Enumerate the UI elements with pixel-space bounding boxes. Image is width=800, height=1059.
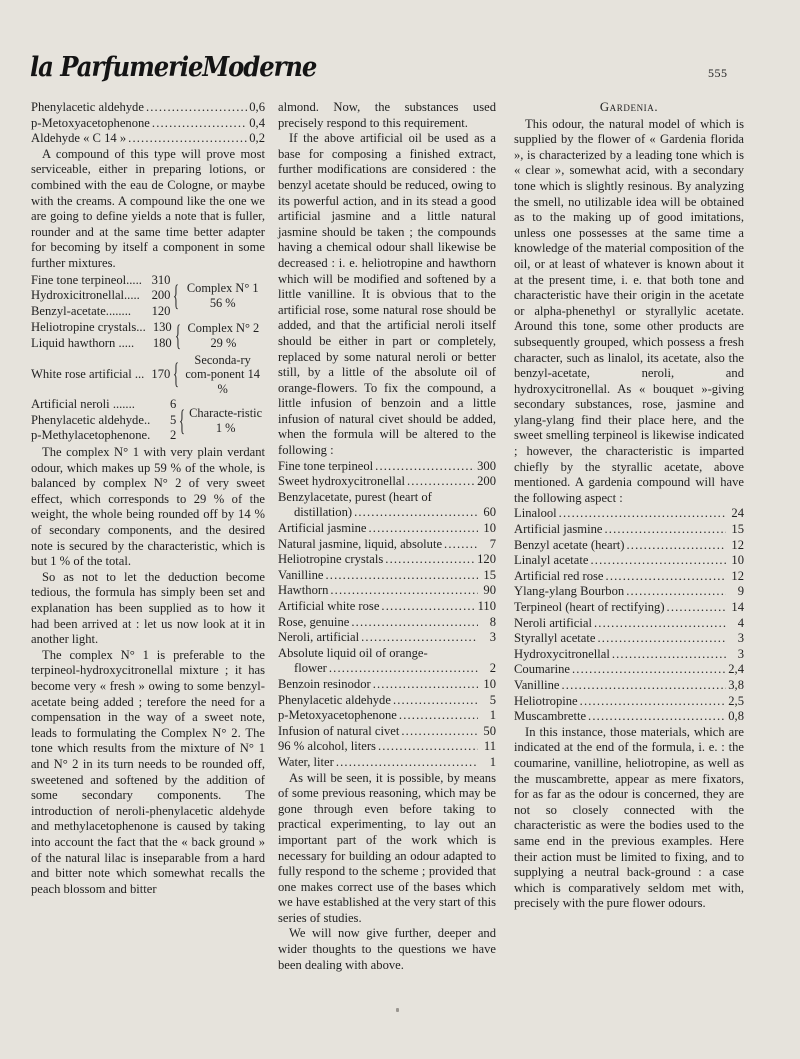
- ingredient-amount: 110: [477, 599, 496, 613]
- paragraph: So as not to let the deduction become tedious, the formula has simply been set and explanation has been supplied as to how it had been arrived at : let us now look at it in another light.: [31, 569, 265, 647]
- ingredient-name: Water, liter: [278, 754, 334, 769]
- leader-dots: [597, 631, 726, 647]
- brace-icon: {: [174, 318, 181, 352]
- group-label: Characte-ristic 1 %: [189, 406, 263, 435]
- leader-dots: [146, 100, 247, 116]
- brace-icon: {: [173, 278, 180, 312]
- leader-dots: [354, 505, 478, 521]
- ingredient-amount: 0,6: [249, 100, 265, 114]
- ingredient-name: p-Metoxyacetophenone: [31, 115, 150, 130]
- ingredient-amount: 3: [737, 646, 744, 661]
- brace-icon: {: [173, 357, 180, 391]
- formula-row: [278, 474, 496, 490]
- formula-row: [514, 600, 744, 616]
- leader-dots: [368, 521, 478, 537]
- formula-row: [278, 583, 496, 599]
- ingredient-name: Hydroxicitronellal.....: [31, 288, 140, 303]
- paragraph: In this instance, those materials, which are indicated at the end of the formula, i. e. : the coumarine, vanilline, heliotropine, as well as the muscambrette, appear as mere fixators, for as far as the odour is concerned, they are not so closely connected with the characteristic as were the bodies used to the same end in the previous examples. Here their action must be limited to fixing, and to supplying a neutral back-ground : a case which is comparatively seldom met with, precisely with the pure flower odours.: [514, 724, 744, 911]
- ingredient-amount: 2: [489, 661, 496, 676]
- ingredient-amount: 24: [731, 506, 744, 521]
- ingredient-name: Benzoin resinodor: [278, 676, 371, 691]
- ingredient-amount: 12: [731, 568, 744, 583]
- formula-row: [278, 521, 496, 537]
- ingredient-amount: 10: [483, 521, 496, 536]
- ingredient-name: Liquid hawthorn .....: [31, 335, 135, 350]
- leader-dots: [399, 708, 478, 724]
- formula-row: [278, 677, 496, 693]
- ingredient-name: Linalyl acetate: [514, 553, 589, 568]
- formula-row: [278, 630, 496, 646]
- formula-row: [278, 661, 496, 677]
- formula-row: [31, 116, 265, 132]
- ingredient-amount: 1: [489, 754, 496, 769]
- formula-row: [278, 568, 496, 584]
- group-label: Seconda-ry com-ponent 14 %: [185, 352, 260, 396]
- ingredient-amount: 15: [731, 522, 744, 537]
- ingredient-amount: 180: [152, 335, 172, 350]
- ingredient-name: Artificial jasmine: [278, 521, 367, 536]
- paragraph: almond. Now, the substances used precisely respond to this requirement.: [278, 100, 496, 130]
- leader-dots: [572, 662, 726, 678]
- ingredient-name: Heliotropine crystals: [278, 552, 384, 567]
- masthead-logo: la ParfumerieModerne: [30, 52, 317, 83]
- ingredient-name: Phenylacetic aldehyde..: [31, 412, 151, 427]
- leader-dots: [559, 506, 726, 522]
- formula-row: [31, 131, 265, 147]
- formula-row: [278, 724, 496, 740]
- ingredient-amount: 130: [152, 320, 172, 335]
- ingredient-name: Absolute liquid oil of orange-: [278, 645, 428, 660]
- ingredient-name: Hawthorn: [278, 583, 329, 598]
- paragraph: We will now give further, deeper and wider thoughts to the questions we have been dealing with above.: [278, 926, 496, 972]
- ingredient-name: Artificial white rose: [278, 599, 380, 613]
- ingredient-amount: 90: [483, 583, 496, 598]
- ingredient-name: Heliotropine: [514, 693, 578, 708]
- formula-row: [278, 552, 496, 568]
- ingredient-amount: 200: [477, 474, 496, 489]
- ingredient-name: Hydroxycitronellal: [514, 646, 610, 661]
- formula-row: [278, 599, 496, 615]
- formula-row: [514, 553, 744, 569]
- leader-dots: [361, 630, 478, 646]
- ingredient-amount: 50: [483, 723, 496, 738]
- gardenia-formula: [514, 506, 744, 724]
- ingredient-amount: 1: [489, 708, 496, 723]
- leader-dots: [128, 131, 247, 147]
- leader-dots: [378, 739, 478, 755]
- ingredient-name: Aldehyde « C 14 »: [31, 131, 127, 146]
- formula-row: [278, 755, 496, 771]
- leader-dots: [330, 583, 478, 599]
- leader-dots: [325, 568, 478, 584]
- column-3: [514, 100, 744, 912]
- ingredient-name: Coumarine: [514, 662, 570, 677]
- ingredient-name: flower: [294, 661, 327, 676]
- ingredient-name: Phenylacetic aldehyde: [278, 692, 391, 707]
- ingredient-name: Artificial red rose: [514, 568, 604, 583]
- section-heading: Gardenia.: [599, 100, 659, 114]
- formula-row: [278, 708, 496, 724]
- paragraph: The complex N° 1 is preferable to the terpineol-hydroxycitronellal mixture ; it has become very « fresh » owing to some benzyl-acetate being added ; terefore the need for a compensation in the way of a sweet note, leads to formulating the Complex N° 2. The tone which results from the mixture of N° 1 and N° 2 in its turn needs to be rounded off, sweetened and softened by the addition of some secondary components. The introduction of neroli-phenylacetic aldehyde and methylacetophenone is caused by taking into account the fact that the « back ground » of the natural lilac is inseparable from a hard and bitter note which somewhat recalls the peach blossom and bitter: [31, 647, 265, 896]
- ingredient-name: Neroli, artificial: [278, 630, 360, 645]
- ingredient-amount: 2,5: [728, 693, 744, 708]
- paragraph: The complex N° 1 with very plain verdant odour, which makes up 59 % of the whole, is balanced by complex N° 2 of very sweet effect, which corresponds to 29 % of the weight, the whole being rounded off by 14 % of secondary components, and the desired note is secured by the characteristic, which is but 1 % of the total.: [31, 445, 265, 569]
- formula-row: [514, 631, 744, 647]
- formula-row: [278, 459, 496, 475]
- leader-dots: [351, 615, 478, 631]
- ingredient-amount: 200: [151, 288, 171, 303]
- column-1: [31, 100, 265, 897]
- brace-icon: {: [179, 403, 186, 437]
- paragraph: As will be seen, it is possible, by means of some previous reasoning, which may be gone through even before taking to practical experimenting, to lay out an important part of the work which is necessary for building an odour adapted to fully respond to the scheme ; provided that one makes correct use of the bases which we have established at the very start of this series of studies.: [278, 770, 496, 925]
- ingredient-name: Natural jasmine, liquid, absolute: [278, 536, 443, 551]
- formula-group-secondary: [31, 353, 265, 397]
- formula-row: [514, 709, 744, 725]
- leader-dots: [444, 537, 478, 553]
- formula-row: [278, 615, 496, 631]
- leader-dots: [606, 569, 726, 585]
- ingredient-amount: 10: [483, 676, 496, 691]
- leader-dots: [373, 677, 478, 693]
- paragraph: A compound of this type will prove most serviceable, either in preparing lotions, or combined with the eau de Cologne, or maybe with the creams. A compound like the one we are going to define yields a note that is fuller, rounder and at the same time better adapter for becoming by itself a component in some further mixtures.: [31, 146, 265, 270]
- ingredient-name: Fine tone terpineol.....: [31, 272, 142, 287]
- ingredient-name: Vanilline: [514, 677, 560, 692]
- ingredient-name: Heliotropine crystals...: [31, 320, 146, 335]
- ingredient-name: 96 % alcohol, liters: [278, 739, 376, 754]
- ingredient-amount: 3: [489, 630, 496, 645]
- ingredient-amount: 11: [483, 739, 496, 754]
- paragraph: This odour, the natural model of which is supplied by the flower of « Gardenia florida », is characterized by a leading tone which is « clear », somewhat acid, with a secondary tone which is slightly resinous. By analyzing the smell, no utilizable idea will be obtained as to the making up of good imitations, unless one possesses at the same time a knowledge of the material composition of the oil, or at least of whatever is known about it at the present time, i. e. that both tone and characteristic have their origin in the acetate or alpha-phenethyl or styrallylic acetate. Around this tone, some other products are subsequently grouped, which possess a fresh character, such as linalol, its acetate, also the benzyl-acetate, neroli, and hydroxycitronellal. As « bouquet »-giving secondary substances, rose, jasmine and ylang-ylang find their place here, and the sweet smelling terpineol is likewise indicated ; however, the characteristic is imparted chiefly by the styrallic acetate, above mentioned. A gardenia compound will have the following aspect :: [514, 116, 744, 505]
- formula-row: [514, 694, 744, 710]
- ingredient-amount: 170: [151, 366, 171, 381]
- finished-extract-formula: [278, 459, 496, 771]
- ingredient-name: Fine tone terpineol: [278, 458, 374, 473]
- leader-dots: [594, 616, 726, 632]
- ingredient-name: distillation): [294, 505, 353, 520]
- formula-row: [278, 537, 496, 553]
- leader-dots: [385, 552, 475, 568]
- leader-dots: [329, 661, 478, 677]
- page-speck: [396, 1008, 399, 1012]
- ingredient-name: Benzyl-acetate........: [31, 303, 131, 318]
- ingredient-amount: 12: [731, 537, 744, 552]
- formula-group-characteristic: [31, 397, 265, 444]
- ingredient-name: Artificial neroli .......: [31, 397, 135, 412]
- group-label: Complex N° 2 29 %: [187, 321, 260, 350]
- formula-row: [514, 647, 744, 663]
- ingredient-name: Artificial jasmine: [514, 522, 603, 537]
- ingredient-amount: 5: [489, 692, 496, 707]
- ingredient-name: Sweet hydroxycitronellal: [278, 474, 405, 489]
- ingredient-amount: 15: [483, 567, 496, 582]
- ingredient-amount: 3,8: [728, 677, 744, 692]
- ingredient-name: Ylang-ylang Bourbon: [514, 584, 625, 599]
- ingredient-amount: 9: [737, 584, 744, 599]
- leader-dots: [626, 584, 726, 600]
- ingredient-amount: 60: [483, 505, 496, 520]
- leader-dots: [381, 599, 475, 615]
- ingredient-amount: 120: [151, 303, 171, 318]
- leader-dots: [604, 522, 726, 538]
- ingredient-amount: 10: [731, 553, 744, 568]
- formula-row: [514, 569, 744, 585]
- ingredient-amount: 6: [169, 397, 177, 412]
- formula-row: [514, 584, 744, 600]
- ingredient-name: Benzylacetate, purest (heart of: [278, 489, 432, 504]
- leader-dots: [393, 693, 478, 709]
- ingredient-name: p-Metoxyacetophenone: [278, 708, 397, 723]
- formula-row: [31, 100, 265, 116]
- ingredient-amount: 3: [737, 631, 744, 646]
- ingredient-amount: 0,2: [249, 131, 265, 146]
- formula-row: [514, 522, 744, 538]
- leader-dots: [580, 694, 726, 710]
- ingredient-amount: 4: [737, 615, 744, 630]
- formula-row: [514, 538, 744, 554]
- formula-row: [514, 678, 744, 694]
- ingredient-name: p-Methylacetophenone.: [31, 428, 151, 443]
- ingredient-name: Styrallyl acetate: [514, 631, 596, 646]
- ingredient-amount: 120: [477, 552, 496, 567]
- ingredient-name: Muscambrette: [514, 709, 587, 724]
- formula-row: [278, 693, 496, 709]
- leader-dots: [626, 538, 726, 554]
- ingredient-name: Vanilline: [278, 567, 324, 582]
- formula-row: [514, 662, 744, 678]
- leader-dots: [375, 459, 475, 475]
- top-formula: [31, 100, 265, 147]
- leader-dots: [590, 553, 726, 569]
- formula-row: [278, 739, 496, 755]
- ingredient-amount: 2: [169, 428, 177, 443]
- leader-dots: [588, 709, 726, 725]
- group-label: Complex N° 1 56 %: [186, 281, 259, 310]
- ingredient-name: Linalool: [514, 506, 557, 521]
- ingredient-amount: 0,8: [728, 709, 744, 724]
- leader-dots: [667, 600, 726, 616]
- ingredient-name: Rose, genuine: [278, 614, 350, 629]
- ingredient-name: Infusion of natural civet: [278, 723, 400, 738]
- leader-dots: [612, 647, 726, 663]
- leader-dots: [336, 755, 478, 771]
- formula-row: [278, 505, 496, 521]
- formula-row: [278, 646, 496, 662]
- ingredient-name: White rose artificial ...: [31, 366, 145, 381]
- ingredient-amount: 7: [489, 536, 496, 551]
- ingredient-amount: 310: [151, 272, 171, 287]
- formula-row: [514, 506, 744, 522]
- formula-group-complex-2: [31, 320, 265, 351]
- ingredient-amount: 14: [731, 600, 744, 614]
- formula-group-complex-1: [31, 273, 265, 320]
- ingredient-name: Benzyl acetate (heart): [514, 537, 625, 552]
- ingredient-amount: 8: [489, 614, 496, 629]
- formula-row: [278, 490, 496, 506]
- ingredient-name: Terpineol (heart of rectifying): [514, 600, 665, 614]
- ingredient-amount: 5: [169, 412, 177, 427]
- leader-dots: [152, 116, 247, 132]
- ingredient-name: Neroli artificial: [514, 615, 592, 630]
- page-number: 555: [708, 66, 728, 80]
- formula-row: [514, 616, 744, 632]
- ingredient-name: Phenylacetic aldehyde: [31, 100, 144, 114]
- leader-dots: [561, 678, 726, 694]
- ingredient-amount: 0,4: [249, 115, 265, 130]
- ingredient-amount: 2,4: [728, 662, 744, 677]
- leader-dots: [401, 724, 478, 740]
- ingredient-amount: 300: [477, 458, 496, 473]
- column-2: [278, 100, 496, 973]
- paragraph: If the above artificial oil be used as a base for composing a finished extract, further modifications are considered : the benzyl acetate should be reduced, owing to its powerful action, and in its stead a good artificial jasmine and a little natural jasmine should be taken ; the compounds having a chemical odour shall likewise be decreased : i. e. heliotropine and hawthorn which will be modified and softened by a little vanilline. It is obvious that to the artificial rose, some natural rose should be added, and that the artificial neroli itself should be either in part or completely, replaced by some natural neroli or better still, by a little of the absolute oil of orange-flowers. To fix the compound, a little infusion of benzoin and a little infusion of natural civet should be added, when the formula will be altered to the following :: [278, 131, 496, 458]
- leader-dots: [407, 474, 475, 490]
